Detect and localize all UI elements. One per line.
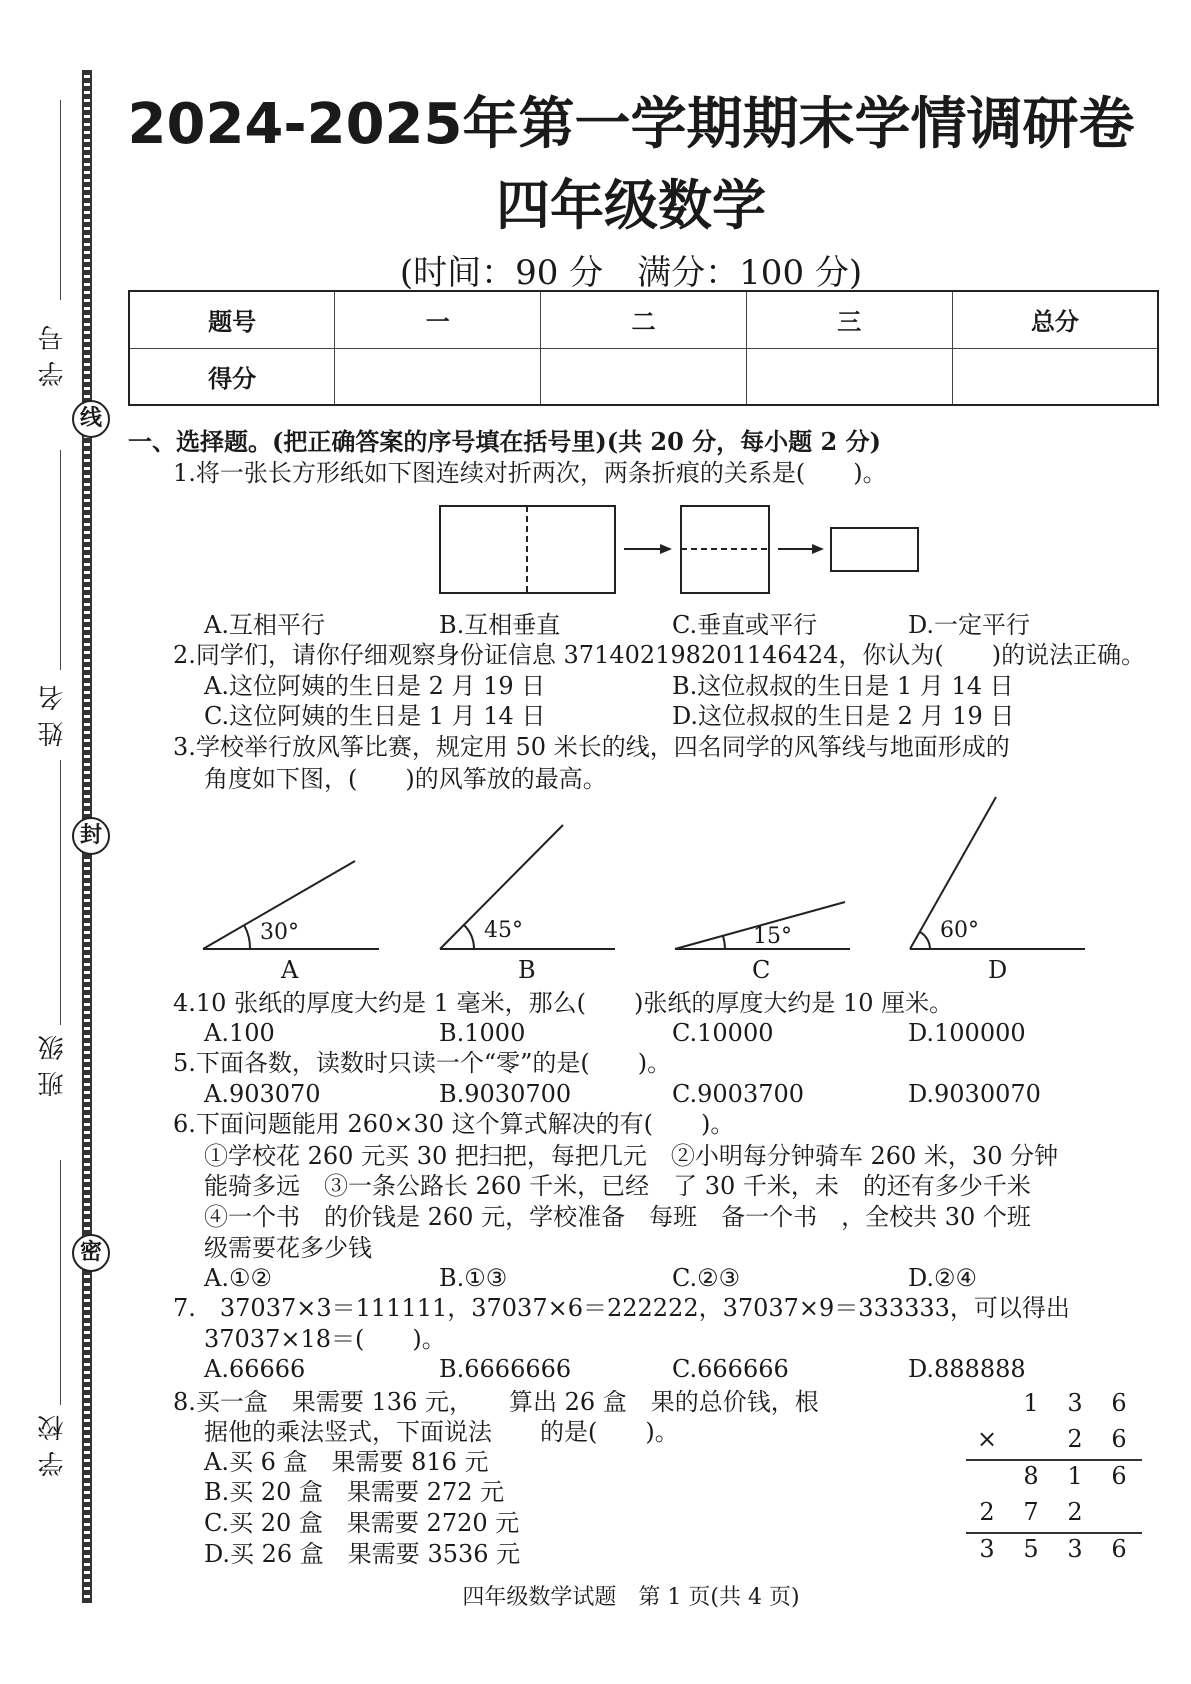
q8-option-c: C.买 20 盒 果需要 2720 元 <box>204 1509 520 1537</box>
q2-option-a: A.这位阿姨的生日是 2 月 19 日 <box>204 672 546 700</box>
q8-option-a: A.买 6 盒 果需要 816 元 <box>204 1448 489 1476</box>
digit: 5 <box>1023 1535 1039 1563</box>
question-2: 2.同学们，请你仔细观察身份证信息 371402198201146424，你认为( )的说法正确。 <box>173 641 1146 669</box>
q4-option-c: C.10000 <box>672 1019 774 1047</box>
q7-option-d: D.888888 <box>908 1355 1026 1383</box>
q2-option-b: B.这位叔叔的生日是 1 月 14 日 <box>672 672 1014 700</box>
exam-info: (时间：90 分 满分：100 分) <box>399 253 863 293</box>
question-8-cont: 据他的乘法竖式，下面说法 的是( )。 <box>204 1418 679 1446</box>
exam-title: 2024-2025年第一学期期末学情调研卷 <box>127 92 1135 157</box>
digit: 6 <box>1111 1535 1127 1563</box>
q7-option-b: B.6666666 <box>439 1355 572 1383</box>
header-cell: 一 <box>335 291 541 348</box>
q2-option-c: C.这位阿姨的生日是 1 月 14 日 <box>204 702 546 730</box>
q5-option-b: B.9030700 <box>439 1080 572 1108</box>
digit: 1 <box>1023 1389 1039 1417</box>
mult-rule <box>966 1532 1142 1534</box>
q6-option-d: D.②④ <box>908 1264 978 1292</box>
digit: 3 <box>979 1535 995 1563</box>
question-8: 8.买一盒 果需要 136 元， 算出 26 盒 果的总价钱，根 <box>173 1388 819 1416</box>
school-label: 学校 <box>38 1405 68 1477</box>
question-6-line: 级需要花多少钱 <box>204 1234 372 1262</box>
question-7: 7. 37037×3＝111111，37037×6＝222222，37037×9＝333333，可以得出 <box>173 1294 1070 1322</box>
question-3-cont: 角度如下图，( )的风筝放的最高。 <box>204 765 607 793</box>
angle-label-c: 15° <box>753 924 792 949</box>
question-6-line: ④一个书 的价钱是 260 元，学校准备 每班 备一个书 ，全校共 30 个班 <box>204 1203 1031 1231</box>
digit: 3 <box>1067 1535 1083 1563</box>
paper-rect-3 <box>831 528 918 571</box>
q6-option-a: A.①② <box>204 1264 272 1292</box>
question-7-cont: 37037×18＝( )。 <box>204 1325 446 1353</box>
angle-letter-b: B <box>518 956 536 984</box>
question-5: 5.下面各数，读数时只读一个“零”的是( )。 <box>173 1049 672 1077</box>
header-cell: 二 <box>541 291 747 348</box>
q4-option-b: B.1000 <box>439 1019 526 1047</box>
question-3: 3.学校举行放风筝比赛，规定用 50 米长的线，四名同学的风筝线与地面形成的 <box>173 733 1010 761</box>
angle-letter-a: A <box>281 956 299 984</box>
question-6-line: 能骑多远 ③一条公路长 260 千米，已经 了 30 千米，未 的还有多少千米 <box>204 1172 1031 1200</box>
exam-subtitle: 四年级数学 <box>496 174 766 237</box>
mult-rule <box>966 1459 1142 1461</box>
digit: 1 <box>1067 1462 1083 1490</box>
digit: 7 <box>1023 1498 1039 1526</box>
q6-option-c: C.②③ <box>672 1264 741 1292</box>
question-4: 4.10 张纸的厚度大约是 1 毫米，那么( )张纸的厚度大约是 10 厘米。 <box>173 989 954 1017</box>
angle-letter-c: C <box>752 956 771 984</box>
digit: 2 <box>1067 1498 1083 1526</box>
q4-option-a: A.100 <box>204 1019 275 1047</box>
row-label: 得分 <box>129 348 335 405</box>
seal-secret: 密 <box>72 1234 110 1272</box>
q7-option-c: C.666666 <box>672 1355 789 1383</box>
q4-option-d: D.100000 <box>908 1019 1026 1047</box>
angle-label-a: 30° <box>260 920 299 945</box>
digit: 6 <box>1111 1425 1127 1453</box>
page-footer: 四年级数学试题 第 1 页(共 4 页) <box>462 1585 800 1610</box>
name-label: 姓名 <box>38 675 68 747</box>
q1-option-b: B.互相垂直 <box>439 611 561 639</box>
q1-option-a: A.互相平行 <box>204 611 325 639</box>
q5-option-c: C.9003700 <box>672 1080 805 1108</box>
header-cell: 总分 <box>952 291 1158 348</box>
digit: 6 <box>1111 1462 1127 1490</box>
q1-option-d: D.一定平行 <box>908 611 1031 639</box>
header-cell: 三 <box>746 291 952 348</box>
student-id-label: 学号 <box>38 315 68 387</box>
seal-line: 线 <box>72 400 110 438</box>
question-6-line: ①学校花 260 元买 30 把扫把，每把几元 ②小明每分钟骑车 260 米，30 分钟 <box>204 1142 1059 1170</box>
q5-option-a: A.903070 <box>204 1080 321 1108</box>
q1-option-c: C.垂直或平行 <box>672 611 818 639</box>
q5-option-d: D.9030070 <box>908 1080 1041 1108</box>
digit: 3 <box>1067 1389 1083 1417</box>
angle-label-d: 60° <box>940 918 979 943</box>
q8-option-d: D.买 26 盒 果需要 3536 元 <box>204 1540 521 1568</box>
q8-option-b: B.买 20 盒 果需要 272 元 <box>204 1478 505 1506</box>
section-heading: 一、选择题。(把正确答案的序号填在括号里)(共 20 分，每小题 2 分) <box>128 427 881 456</box>
times-sign: × <box>976 1425 998 1453</box>
q6-option-b: B.①③ <box>439 1264 508 1292</box>
question-1: 1.将一张长方形纸如下图连续对折两次，两条折痕的关系是( )。 <box>173 459 887 487</box>
q2-option-d: D.这位叔叔的生日是 2 月 19 日 <box>672 702 1015 730</box>
digit: 8 <box>1023 1462 1039 1490</box>
digit: 6 <box>1111 1389 1127 1417</box>
question-6: 6.下面问题能用 260×30 这个算式解决的有( )。 <box>173 1110 735 1138</box>
q7-option-a: A.66666 <box>204 1355 306 1383</box>
header-cell: 题号 <box>129 291 335 348</box>
digit: 2 <box>1067 1425 1083 1453</box>
seal-seal: 封 <box>72 817 110 855</box>
angle-letter-d: D <box>988 956 1008 984</box>
digit: 2 <box>979 1498 995 1526</box>
class-label: 班级 <box>38 1025 68 1097</box>
angle-label-b: 45° <box>484 918 523 943</box>
